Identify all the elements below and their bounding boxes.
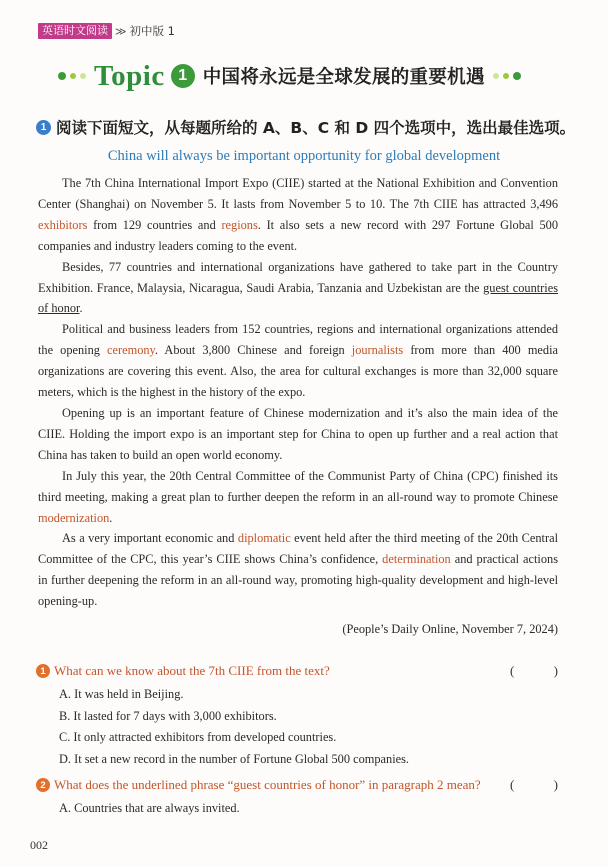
topic-heading	[58, 58, 548, 94]
question-2	[36, 777, 558, 793]
passage-body	[38, 173, 558, 612]
question-1	[36, 663, 558, 679]
passage-title: China will always be important opportunity for global development	[107, 148, 501, 164]
vocab-word: modernization	[38, 510, 110, 525]
question-number-badge: 1	[36, 664, 50, 678]
paragraph-3: Political and business leaders from 152 countries, regions and international organizations attended the opening ceremony. About 3,800 Chinese and foreign journalists from more than 400 media organizations are covering this event. Also, the area for cultural exchanges is more than 32,000 square meters, which is the highest in the history of the expo.	[38, 322, 558, 400]
instruction	[36, 116, 575, 138]
question-2-options	[59, 798, 240, 820]
paragraph-2: Besides, 77 countries and international organizations have gathered to take part in the Country Exhibition. France, Malaysia, Nicaragua, Saudi Arabia, Tanzania and Uzbekistan are the guest countries of honor.	[38, 259, 559, 316]
question-number-badge: 2	[36, 778, 50, 792]
paragraph-4: Opening up is an important feature of Chinese modernization and it’s also the main idea of the CIIE. Holding the import expo is an important step for China to open up further and a real action that China has taken to build an open world economy.	[38, 405, 558, 462]
option-c[interactable]: C. It only attracted exhibitors from developed countries.	[59, 730, 337, 744]
vocab-word: regions	[221, 217, 258, 232]
running-header	[38, 23, 175, 39]
question-1-options	[59, 684, 409, 770]
vocab-word: journalists	[351, 343, 404, 358]
question-text: What does the underlined phrase “guest countries of honor” in paragraph 2 mean?	[54, 777, 481, 792]
paragraph-6: As a very important economic and diplomatic event held after the third meeting of the 20th Central Committee of the CPC, this year’s CIIE shows China’s confidence, determination and practical actions in further deepening the reform in an all-round way, promoting high-quality development and high-level opening-up.	[38, 531, 558, 609]
source-citation: (People’s Daily Online, November 7, 2024)	[342, 622, 558, 636]
underlined-phrase: guest countries of honor	[38, 280, 559, 316]
paragraph-5: In July this year, the 20th Central Committee of the Communist Party of China (CPC) finished its third meeting, making a great plan to further deepen the reform in an all-round way to promote Chinese modernization.	[38, 468, 558, 525]
instruction-number-badge: 1	[36, 120, 51, 135]
vocab-word: diplomatic	[237, 531, 291, 546]
edition-label: 初中版 1	[129, 24, 175, 38]
option-d[interactable]: D. It set a new record in the number of Fortune Global 500 companies.	[59, 751, 409, 766]
series-badge: 英语时文阅读	[38, 23, 112, 39]
option-a[interactable]: A. Countries that are always invited.	[59, 801, 240, 815]
vocab-word: exhibitors	[38, 217, 88, 232]
topic-word: Topic	[94, 59, 165, 92]
decorative-dots-icon	[58, 72, 86, 80]
option-b[interactable]: B. It lasted for 7 days with 3,000 exhibitors.	[59, 708, 277, 723]
answer-blank[interactable]: ( )	[510, 777, 558, 792]
page-number: 002	[30, 838, 48, 852]
instruction-text: 阅读下面短文，从每题所给的 A、B、C 和 D 四个选项中，选出最佳选项。	[56, 119, 576, 137]
topic-number-badge: 1	[171, 64, 195, 88]
answer-blank[interactable]: ( )	[510, 663, 558, 678]
vocab-word: determination	[382, 552, 451, 567]
topic-title: 中国将永远是全球发展的重要机遇	[202, 67, 485, 88]
vocab-word: ceremony	[107, 343, 155, 358]
option-a[interactable]: A. It was held in Beijing.	[59, 687, 184, 701]
question-text: What can we know about the 7th CIIE from the text?	[54, 663, 330, 678]
decorative-dots-icon	[493, 72, 521, 80]
double-chevron-icon: ≫	[115, 24, 125, 38]
paragraph-1: The 7th China International Import Expo (CIIE) started at the National Exhibition and Convention Center (Shanghai) on November 5. It lasts from November 5 to 10. The 7th CIIE has attracted 3,496 exhibitors from 129 countries and regions. It also sets a new record with 297 Fortune Global 500 companies and industry leaders coming to the event.	[38, 176, 558, 253]
